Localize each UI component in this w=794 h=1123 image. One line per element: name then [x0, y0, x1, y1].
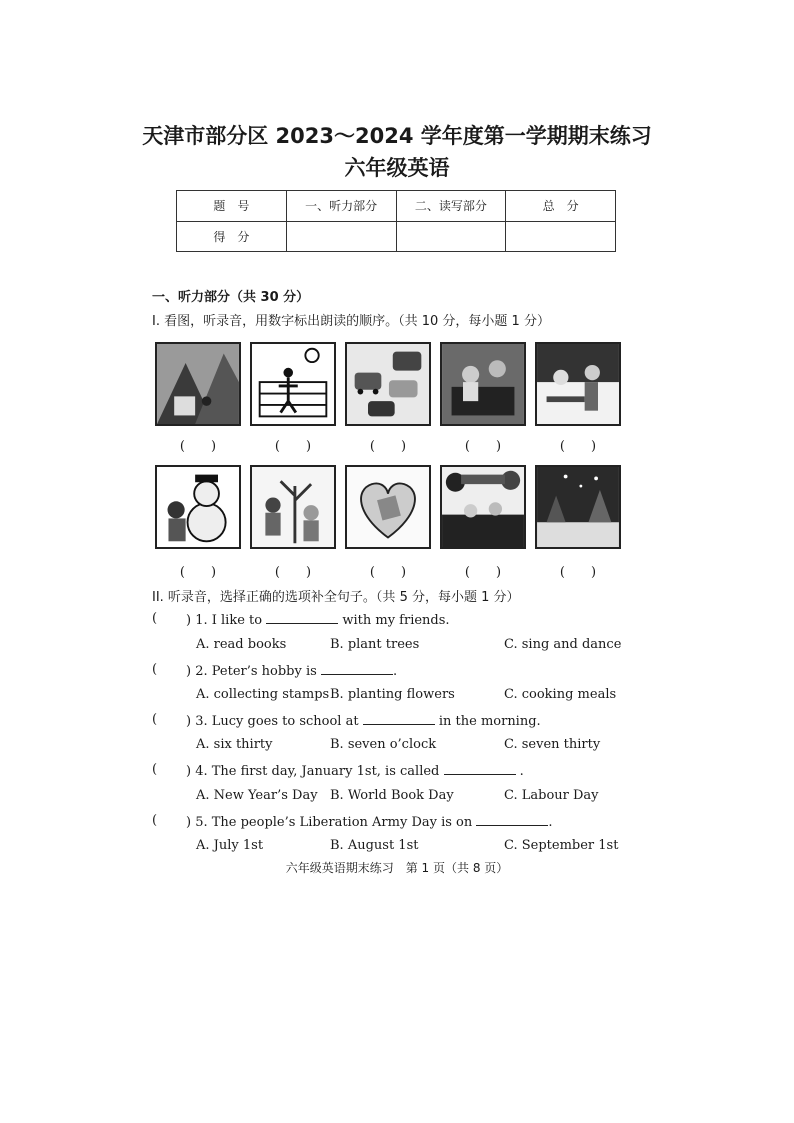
score-cell: 总 分 [506, 191, 616, 222]
option-c: C. Labour Day [504, 788, 599, 803]
answer-paren[interactable]: ( ) [559, 439, 597, 454]
score-cell: 一、听力部分 [286, 191, 396, 222]
answer-paren[interactable]: ( ) [464, 565, 502, 580]
option-a: A. six thirty [196, 737, 273, 752]
option-c: C. cooking meals [504, 687, 617, 702]
answer-paren[interactable]: ( [152, 813, 158, 828]
answer-paren[interactable]: ( [152, 712, 158, 727]
option-a: A. July 1st [196, 838, 264, 853]
option-c: C. sing and dance [504, 637, 622, 652]
option-b: B. planting flowers [330, 687, 455, 702]
exam-subtitle: 六年级英语 [344, 156, 450, 180]
exam-title: 天津市部分区 2023～2024 学年度第一学期期末练习 [142, 124, 652, 148]
answer-paren[interactable]: ( ) [179, 439, 217, 454]
answer-paren[interactable]: ( ) [559, 565, 597, 580]
answer-blank[interactable] [266, 611, 338, 624]
answer-blank[interactable] [476, 813, 548, 826]
answer-paren[interactable]: ( ) [179, 565, 217, 580]
score-cell: 题 号 [177, 191, 287, 222]
question-text: ) 4. The first day, January 1st, is called . [186, 764, 524, 779]
question-text: ) 3. Lucy goes to school at in the morning. [186, 714, 541, 729]
option-a: A. read books [196, 637, 287, 652]
part2-instruction: II. 听录音，选择正确的选项补全句子。（共 5 分，每小题 1 分） [152, 590, 520, 605]
score-cell: 二、读写部分 [396, 191, 506, 222]
answer-blank[interactable] [321, 662, 393, 675]
option-a: A. collecting stamps [196, 687, 330, 702]
score-table-header-row [177, 191, 616, 222]
score-input-cell[interactable] [396, 221, 506, 252]
answer-blank[interactable] [363, 712, 435, 725]
answer-paren[interactable]: ( ) [464, 439, 502, 454]
question-text: ) 2. Peter’s hobby is . [186, 664, 398, 679]
score-input-cell[interactable] [286, 221, 396, 252]
heart-card-icon [345, 465, 431, 549]
option-b: B. plant trees [330, 637, 420, 652]
planting-tree-icon [250, 465, 336, 549]
score-cell: 得 分 [177, 221, 287, 252]
score-input-cell[interactable] [506, 221, 616, 252]
option-c: C. September 1st [504, 838, 619, 853]
answer-paren[interactable]: ( ) [274, 439, 312, 454]
option-c: C. seven thirty [504, 737, 601, 752]
winter-night-icon [535, 465, 621, 549]
snowman-icon [155, 465, 241, 549]
score-table [176, 190, 616, 252]
option-b: B. August 1st [330, 838, 419, 853]
answer-paren[interactable]: ( ) [369, 439, 407, 454]
option-b: B. seven o’clock [330, 737, 437, 752]
toy-cars-icon [345, 342, 431, 426]
option-a: A. New Year’s Day [196, 788, 318, 803]
answer-paren[interactable]: ( [152, 762, 158, 777]
answer-paren[interactable]: ( [152, 611, 158, 626]
question-text: ) 5. The people’s Liberation Army Day is on . [186, 815, 553, 830]
window-sun-icon [250, 342, 336, 426]
answer-paren[interactable]: ( [152, 662, 158, 677]
option-b: B. World Book Day [330, 788, 454, 803]
camping-tents-icon [155, 342, 241, 426]
family-sofa-icon [440, 342, 526, 426]
section-heading: 一、听力部分（共 30 分） [152, 290, 310, 305]
question-text: ) 1. I like to with my friends. [186, 613, 450, 628]
score-table-score-row [177, 221, 616, 252]
answer-blank[interactable] [444, 762, 516, 775]
part1-instruction: I. 看图，听录音，用数字标出朗读的顺序。（共 10 分，每小题 1 分） [152, 314, 550, 329]
answer-paren[interactable]: ( ) [274, 565, 312, 580]
party-balloons-icon [440, 465, 526, 549]
children-table-icon [535, 342, 621, 426]
answer-paren[interactable]: ( ) [369, 565, 407, 580]
page-footer: 六年级英语期末练习 第 1 页（共 8 页） [285, 861, 509, 875]
